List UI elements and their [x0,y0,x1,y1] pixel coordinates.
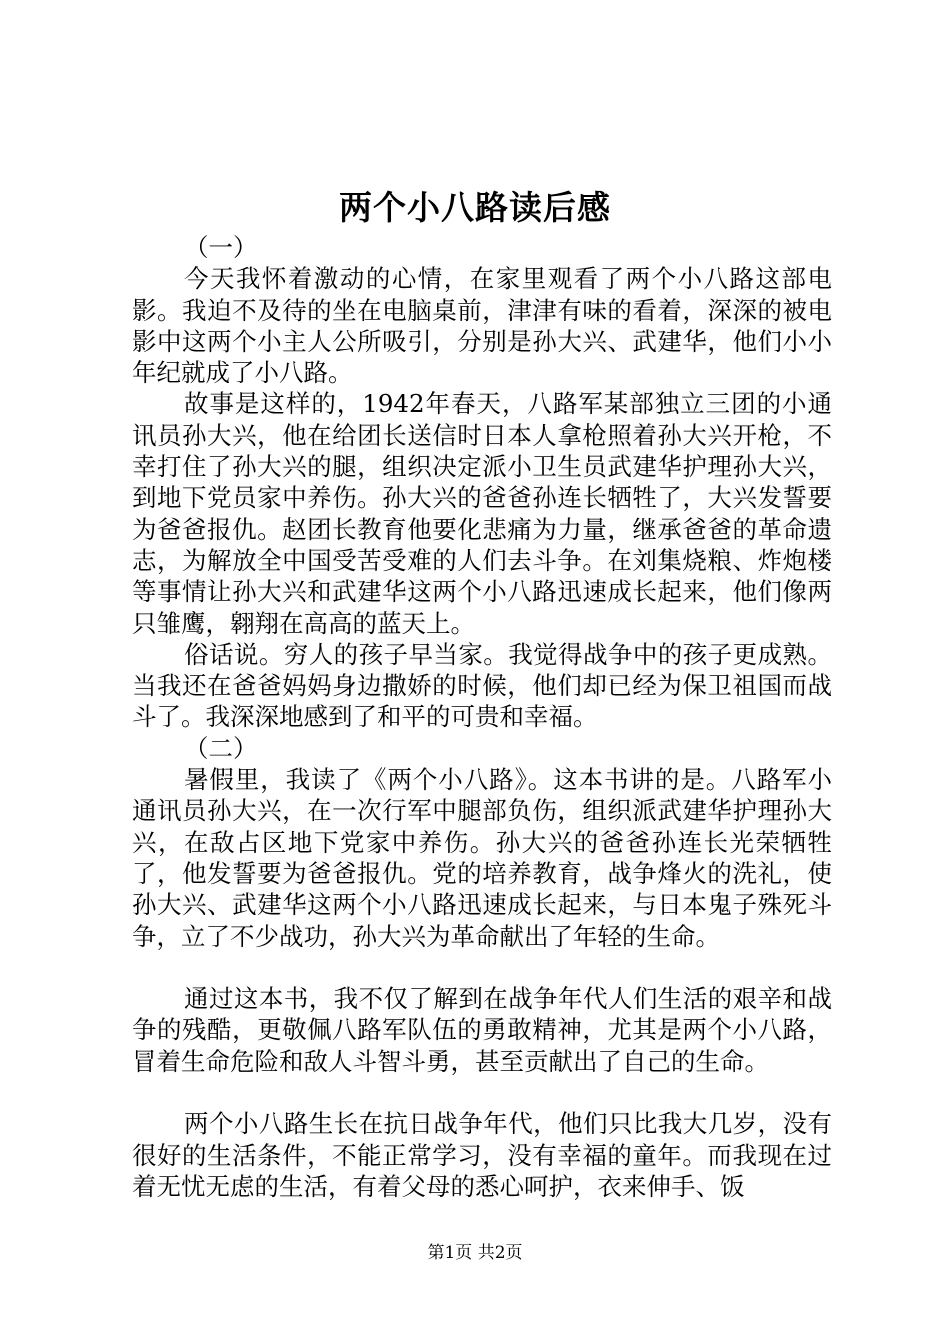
section-heading-2: （二） [184,733,258,763]
paragraph-4: 暑假里，我读了《两个小八路》。这本书讲的是。八路军小通讯员孙大兴，在一次行军中腿部负伤，组织派武建华护理孙大兴，在敌占区地下党家中养伤。孙大兴的爸爸孙连长光荣牺牲了，他发誓要为爸爸报仇。党的培养教育，战争烽火的洗礼，使孙大兴、武建华这两个小八路迅速成长起来，与日本鬼子殊死斗争，立了不少战功，孙大兴为革命献出了年轻的生命。 [132,765,832,951]
document-body [132,232,832,1202]
paragraph-5: 通过这本书，我不仅了解到在战争年代人们生活的艰辛和战争的残酷，更敬佩八路军队伍的勇敢精神，尤其是两个小八路，冒着生命危险和敌人斗智斗勇，甚至贡献出了自己的生命。 [132,984,832,1076]
paragraph-2: 故事是这样的，1942年春天，八路军某部独立三团的小通讯员孙大兴，他在给团长送信时日本人拿枪照着孙大兴开枪，不幸打住了孙大兴的腿，组织决定派小卫生员武建华护理孙大兴，到地下党员家中养伤。孙大兴的爸爸孙连长牺牲了，大兴发誓要为爸爸报仇。赵团长教育他要化悲痛为力量，继承爸爸的革命遗志，为解放全中国受苦受难的人们去斗争。在刘集烧粮、炸炮楼等事情让孙大兴和武建华这两个小八路迅速成长起来，他们像两只雏鹰，翱翔在高高的蓝天上。 [132,389,832,638]
section-heading-1: （一） [184,233,258,262]
page-footer: 第1页 共2页 [427,1243,523,1263]
paragraph-1: 今天我怀着激动的心情，在家里观看了两个小八路这部电影。我迫不及待的坐在电脑桌前，津津有味的看着，深深的被电影中这两个小主人公所吸引，分别是孙大兴、武建华，他们小小年纪就成了小八路。 [132,264,832,388]
blank-line [132,952,832,983]
paragraph-6: 两个小八路生长在抗日战争年代，他们只比我大几岁，没有很好的生活条件，不能正常学习，没有幸福的童年。而我现在过着无忧无虑的生活，有着父母的悉心呵护，衣来伸手、饭 [132,1109,832,1201]
blank-line [132,1077,832,1108]
paragraph-3: 俗话说。穷人的孩子早当家。我觉得战争中的孩子更成熟。当我还在爸爸妈妈身边撒娇的时候，他们却已经为保卫祖国而战斗了。我深深地感到了和平的可贵和幸福。 [132,639,832,732]
document-title: 两个小八路读后感 [339,188,611,227]
